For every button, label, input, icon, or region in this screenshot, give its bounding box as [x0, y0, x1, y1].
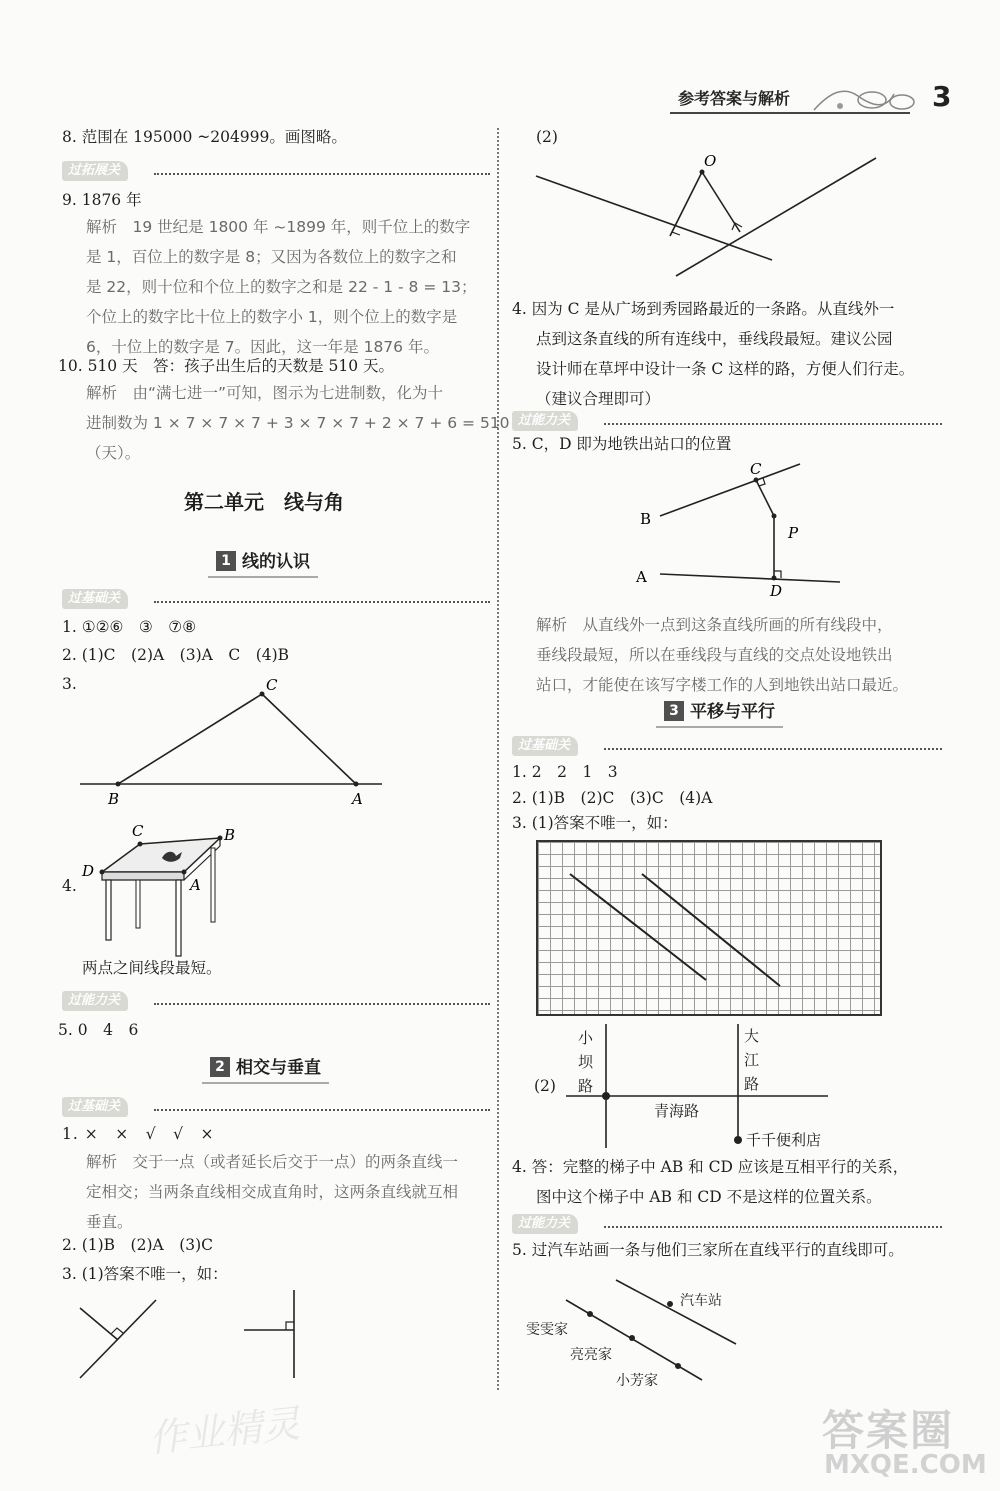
- text-line: 4. 因为 C 是从广场到秀园路最近的一条路。从直线外一: [512, 300, 895, 318]
- s2-q3: 3. (1)答案不唯一，如：: [62, 1265, 228, 1283]
- analysis-line: 定相交；当两条直线相交成直角时，这两条直线就互相: [86, 1183, 459, 1201]
- s3-q1: 1. 2 2 1 3: [512, 763, 618, 781]
- map-store: 千千便利店: [746, 1131, 822, 1149]
- r-q5: 5. C，D 即为地铁出站口的位置: [512, 435, 732, 453]
- perpendicular-figure-1: [80, 1300, 170, 1380]
- point-c-label: C: [132, 822, 144, 840]
- analysis-line: 解析 从直线外一点到这条直线所画的所有线段中，: [536, 616, 893, 634]
- band-ability-1: 过能力关: [62, 990, 490, 1012]
- watermark-logo: 答案圈: [822, 1406, 955, 1455]
- s1-q3: 3.: [62, 675, 77, 693]
- watermark-url: MXQE.COM: [824, 1450, 987, 1480]
- band-basic-2: 过基础关: [62, 1096, 490, 1118]
- section-number: 3: [664, 701, 684, 721]
- point-d-label: D: [770, 582, 783, 600]
- q10-answer: 10. 510 天 答：孩子出生后的天数是 510 天。: [58, 357, 395, 375]
- band-basic-r: 过基础关: [512, 735, 942, 757]
- section-1-heading: [216, 549, 310, 575]
- section-2-heading: [210, 1055, 321, 1081]
- label-bus-station: 汽车站: [680, 1293, 722, 1309]
- point-d-label: D: [82, 862, 95, 880]
- point-c-label: C: [750, 460, 762, 478]
- road-map-figure: [566, 1024, 896, 1154]
- analysis-line: 解析 19 世纪是 1800 年 ~1899 年，则千位上的数字: [86, 218, 471, 236]
- point-o-label: O: [704, 152, 717, 170]
- point-p-label: P: [788, 524, 799, 542]
- map-road-dajiang: 大 江 路: [744, 1027, 760, 1093]
- s2-q1-analysis: [86, 1147, 458, 1237]
- parallel-lines-on-grid: [536, 840, 882, 1016]
- column-divider: [497, 128, 499, 1390]
- band-ability-r2: 过能力关: [512, 1213, 942, 1235]
- section-title: 线的认识: [242, 552, 310, 572]
- text-line: （建议合理即可）: [536, 390, 661, 408]
- section-title: 参考答案与解析: [678, 89, 791, 108]
- text-line: 图中这个梯子中 AB 和 CD 不是这样的位置关系。: [536, 1188, 882, 1206]
- s3-q4: [512, 1152, 908, 1212]
- bus-station-figure: [556, 1270, 816, 1390]
- analysis-line: 垂线段最短，所以在垂线段与直线的交点处设地铁出: [536, 646, 893, 664]
- analysis-line: 是 1，百位上的数字是 8；又因为各数位上的数字之和: [86, 248, 457, 266]
- point-b-label: B: [108, 790, 120, 808]
- perpendicular-figure-2: [244, 1290, 304, 1380]
- point-a-label: A: [636, 568, 647, 586]
- analysis-line: 是 22，则十位和个位上的数字之和是 22 - 1 - 8 = 13；: [86, 278, 477, 296]
- label-liangliang-home: 亮亮家: [570, 1347, 612, 1363]
- band-basic-1: 过基础关: [62, 588, 490, 610]
- map-label: (2): [534, 1077, 556, 1095]
- point-a-label: A: [190, 876, 201, 894]
- page-number: 3: [932, 80, 952, 113]
- point-a-label: A: [352, 790, 363, 808]
- analysis-line: （天）。: [86, 444, 141, 462]
- q8-answer: 8. 范围在 195000 ~204999。画图略。: [62, 128, 347, 146]
- analysis-line: 进制数为 1 × 7 × 7 × 7 + 3 × 7 × 7 + 2 × 7 + 6 = 510: [86, 414, 510, 432]
- label-xiaofang-home: 小芳家: [616, 1373, 658, 1389]
- s2-q1: 1. × × √ √ ×: [62, 1125, 215, 1143]
- watermark-bottom-left: 作业精灵: [146, 1401, 303, 1461]
- section-title: 相交与垂直: [236, 1058, 321, 1078]
- analysis-line: 解析 由“满七进一”可知，图示为七进制数，化为十: [86, 384, 444, 402]
- q10-analysis: [86, 378, 510, 468]
- table-figure: [78, 822, 248, 962]
- s1-q1: 1. ①②⑥ ③ ⑦⑧: [62, 618, 197, 636]
- point-b-label: B: [224, 826, 236, 844]
- r-q4: [512, 294, 914, 414]
- text-line: 设计师在草坪中设计一条 C 这样的路，方便人们行走。: [536, 360, 915, 378]
- section-number: 1: [216, 551, 236, 571]
- s1-q5: 5. 0 4 6: [58, 1021, 139, 1039]
- section-number: 2: [210, 1057, 230, 1077]
- section-3-heading: [664, 699, 775, 725]
- point-b-label: B: [640, 510, 652, 528]
- r-q2-label: (2): [536, 128, 558, 146]
- s1-q4-text: 两点之间线段最短。: [82, 959, 222, 977]
- s1-q4: 4.: [62, 877, 77, 895]
- analysis-line: 垂直。: [86, 1213, 133, 1231]
- map-road-qinghai: 青海路: [654, 1102, 700, 1120]
- analysis-line: 6，十位上的数字是 7。因此，这一年是 1876 年。: [86, 338, 439, 356]
- header-bar: [670, 80, 960, 116]
- s1-q2: 2. (1)C (2)A (3)A C (4)B: [62, 646, 290, 664]
- text-line: 4. 答：完整的梯子中 AB 和 CD 应该是互相平行的关系，: [512, 1158, 909, 1176]
- analysis-line: 解析 交于一点（或者延长后交于一点）的两条直线一: [86, 1153, 459, 1171]
- text-line: 点到这条直线的所有连线中，垂线段最短。建议公园: [536, 330, 893, 348]
- analysis-line: 个位上的数字比十位上的数字小 1，则个位上的数字是: [86, 308, 458, 326]
- band-ability-r1: 过能力关: [512, 410, 942, 432]
- triangle-figure: [80, 676, 400, 806]
- s3-q5: 5. 过汽车站画一条与他们三家所在直线平行的直线即可。: [512, 1241, 904, 1259]
- unit-title: 第二单元 线与角: [184, 490, 344, 514]
- s3-q2: 2. (1)B (2)C (3)C (4)A: [512, 789, 713, 807]
- s3-q3: 3. (1)答案不唯一，如：: [512, 814, 678, 832]
- subway-exit-figure: [634, 460, 874, 600]
- r-q5-analysis: [536, 610, 908, 700]
- analysis-line: 站口，才能使在该写字楼工作的人到地铁出站口最近。: [536, 676, 909, 694]
- perpendicular-from-point-figure: [536, 152, 956, 282]
- q9-answer: 9. 1876 年: [62, 191, 142, 209]
- s2-q2: 2. (1)B (2)A (3)C: [62, 1236, 214, 1254]
- header-underline: [670, 112, 910, 114]
- band-expand: 过拓展关: [62, 160, 490, 182]
- section-title: 平移与平行: [690, 702, 775, 722]
- map-road-xiaoba: 小 坝 路: [578, 1029, 594, 1095]
- decor-swirl-icon: [810, 80, 920, 116]
- label-wenwen-home: 雯雯家: [526, 1322, 568, 1338]
- q9-analysis: [86, 212, 476, 362]
- point-c-label: C: [266, 676, 278, 694]
